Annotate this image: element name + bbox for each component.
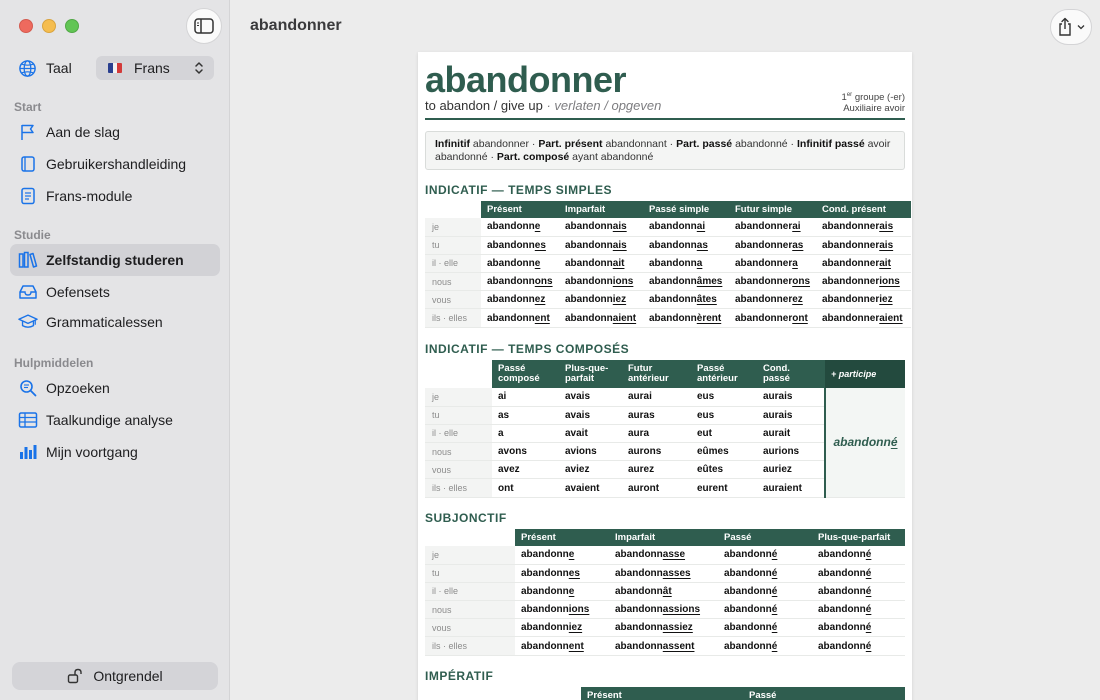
unlock-icon (67, 668, 83, 684)
auxiliary-cell: eut (691, 424, 757, 442)
conjugation-cell: abandonné (718, 619, 812, 637)
column-header: Imparfait (559, 201, 643, 218)
ending: es (568, 567, 580, 579)
sidebar-item-grammaticalessen[interactable] (10, 306, 220, 338)
column-header: Cond. présent (816, 201, 911, 218)
conjugation-cell: abandonnons (481, 273, 559, 291)
auxiliary-cell: avait (559, 424, 622, 442)
graduation-cap-icon (18, 312, 38, 332)
table-row (425, 601, 905, 619)
verb-group: 1er groupe (-er) (841, 92, 905, 104)
ending: a (696, 257, 703, 269)
share-button[interactable] (1050, 9, 1092, 45)
auxiliary-cell: aurions (757, 443, 825, 461)
conjugation-cell: abandonnions (515, 601, 609, 619)
ending: é (771, 640, 778, 652)
table-indicatif-simples (425, 201, 911, 328)
sidebar-item-mijn-voortgang[interactable] (10, 436, 220, 468)
pronoun-cell: ils · elles (425, 479, 492, 497)
verb-form-label: Infinitif (435, 138, 470, 150)
auxiliary-cell: aurons (622, 443, 691, 461)
auxiliary-cell: avais (559, 406, 622, 424)
column-header: Passé simple (643, 201, 729, 218)
conjugation-cell: abandonné (812, 637, 905, 655)
table-row (425, 564, 905, 582)
verb-form: Part. composé ayant abandonné (496, 151, 654, 163)
header-blank (425, 687, 581, 700)
sidebar-item-zelfstandig-studeren[interactable] (10, 244, 220, 276)
sidebar-item-aan-de-slag[interactable] (10, 116, 220, 148)
ending: é (865, 622, 872, 634)
conjugation-cell: abandonnèrent (643, 309, 729, 327)
column-header: Futur simple (729, 201, 816, 218)
sidebar-item-oefensets[interactable] (10, 276, 220, 308)
ending: ais (612, 239, 627, 251)
conjugation-cell: abandonné (718, 637, 812, 655)
pronoun-cell: il · elle (425, 582, 515, 600)
conjugation-cell: abandonne (515, 582, 609, 600)
conjugation-cell: abandonnassent (609, 637, 718, 655)
auxiliary-cell: a (492, 424, 559, 442)
book-icon (18, 154, 38, 174)
sidebar-item-gebruikershandleiding[interactable] (10, 148, 220, 180)
auxiliary-cell: avais (559, 388, 622, 406)
verb-meta (842, 90, 905, 114)
ending: ons (534, 276, 553, 288)
pronoun-cell: nous (425, 601, 515, 619)
unlock-label: Ontgrendel (93, 668, 163, 684)
conjugation-cell: abandonnais (559, 218, 643, 236)
ending: as (696, 239, 708, 251)
ending: aient (612, 312, 637, 324)
conjugation-cell: abandonniez (515, 619, 609, 637)
auxiliary-cell: eus (691, 406, 757, 424)
sidebar-item-frans-module[interactable] (10, 180, 220, 212)
pronoun-cell: je (425, 388, 492, 406)
table-row (425, 218, 911, 236)
section-subjonctif: SUBJONCTIF (425, 511, 507, 525)
ending: é (865, 549, 872, 561)
pronoun-cell: tu (425, 406, 492, 424)
sidebar-item-label: Frans-module (46, 188, 133, 204)
auxiliary-cell: eus (691, 388, 757, 406)
ending: ais (879, 239, 894, 251)
conjugation-cell: abandonnaient (559, 309, 643, 327)
ending: ions (568, 604, 590, 616)
conjugation-cell: abandonnes (515, 564, 609, 582)
conjugation-document (418, 52, 912, 700)
auxiliary-cell: aurez (622, 461, 691, 479)
bar-chart-icon (18, 442, 38, 462)
auxiliary-cell: eurent (691, 479, 757, 497)
ending: assions (662, 604, 701, 616)
table-imperatif (425, 687, 905, 700)
conjugation-cell: abandonnent (481, 309, 559, 327)
pronoun-cell: je (425, 546, 515, 564)
ending: es (534, 239, 546, 251)
conjugation-cell: abandonneront (729, 309, 816, 327)
table-row (425, 546, 905, 564)
sidebar-item-taalkundige-analyse[interactable] (10, 404, 220, 436)
participle-cell: abandonné (825, 388, 905, 497)
ending: aient (879, 312, 903, 324)
language-select-value: Frans (134, 60, 170, 76)
verb-form: Infinitif passé avoir abandonné (435, 138, 891, 163)
pronoun-cell: nous (425, 273, 481, 291)
conjugation-cell: abandonnerions (816, 273, 911, 291)
conjugation-cell: abandonné (718, 564, 812, 582)
conjugation-cell: abandonnerez (729, 291, 816, 309)
verb-form: Infinitif abandonner (435, 138, 529, 150)
section-title-studie: Studie (14, 228, 51, 242)
participle-header: + participe (825, 360, 905, 388)
conjugation-cell: abandonna (643, 254, 729, 272)
conjugation-cell: abandonnes (481, 236, 559, 254)
conjugation-cell: abandonnasses (609, 564, 718, 582)
sidebar (0, 0, 230, 700)
ending: iez (612, 294, 627, 306)
sidebar-item-label: Taalkundige analyse (46, 412, 173, 428)
ending: ont (792, 312, 808, 324)
ending: a (792, 257, 798, 269)
auxiliary-cell: aurai (622, 388, 691, 406)
conjugation-cell: abandonné (812, 619, 905, 637)
ending: e (534, 257, 541, 269)
verb-auxiliary: Auxiliaire avoir (843, 103, 905, 115)
auxiliary-cell: auront (622, 479, 691, 497)
auxiliary-cell: avaient (559, 479, 622, 497)
conjugation-cell: abandonneraient (816, 309, 911, 327)
pronoun-cell: tu (425, 236, 481, 254)
ending: assiez (662, 622, 693, 634)
column-header: Passé (743, 687, 905, 700)
ending: é (771, 585, 778, 597)
auxiliary-cell: aurait (757, 424, 825, 442)
minimize-window-button[interactable] (42, 19, 56, 33)
conjugation-cell: abandonnent (515, 637, 609, 655)
language-select[interactable] (96, 56, 214, 80)
table-row (425, 273, 911, 291)
conjugation-cell: abandonnait (559, 254, 643, 272)
sidebar-item-opzoeken[interactable] (10, 372, 220, 404)
ending: âtes (696, 294, 717, 306)
conjugation-cell: abandonné (812, 601, 905, 619)
auxiliary-cell: avions (559, 443, 622, 461)
ending: ez (792, 294, 803, 306)
auxiliary-cell: avez (492, 461, 559, 479)
ending: èrent (696, 312, 722, 324)
conjugation-cell: abandonneras (729, 236, 816, 254)
globe-icon (18, 58, 38, 78)
ending: ai (792, 221, 801, 233)
tray-icon (18, 282, 38, 302)
column-header: Présent (581, 687, 743, 700)
document-icon (18, 186, 38, 206)
ending: é (771, 622, 778, 634)
ending: ent (568, 640, 584, 652)
table-row (425, 236, 911, 254)
column-header: Imparfait (609, 529, 718, 546)
column-header: Passé antérieur (691, 360, 757, 388)
table-row (425, 582, 905, 600)
chevron-down-icon (1077, 24, 1085, 30)
magnifier-icon (18, 378, 38, 398)
verb-title: abandonner (425, 59, 627, 100)
section-indicatif-simples: INDICATIF — TEMPS SIMPLES (425, 183, 612, 197)
conjugation-cell: abandonnerais (816, 218, 911, 236)
page-title: abandonner (250, 17, 342, 34)
pronoun-cell: je (425, 218, 481, 236)
conjugation-cell: abandonnerais (816, 236, 911, 254)
table-indicatif-composes (425, 360, 905, 498)
verb-form-label: Part. présent (538, 138, 603, 150)
auxiliary-cell: auraient (757, 479, 825, 497)
conjugation-cell: abandonnâtes (643, 291, 729, 309)
auxiliary-cell: auriez (757, 461, 825, 479)
pronoun-cell: il · elle (425, 424, 492, 442)
auxiliary-cell: aviez (559, 461, 622, 479)
sidebar-item-label: Gebruikershandleiding (46, 156, 187, 172)
sidebar-icon (194, 18, 214, 34)
conjugation-cell: abandonné (812, 582, 905, 600)
header-row (425, 687, 905, 700)
verb-form-label: Infinitif passé (796, 138, 865, 150)
ending: é (865, 585, 872, 597)
ending: âmes (696, 276, 723, 288)
table-row (425, 309, 911, 327)
auxiliary-cell: auras (622, 406, 691, 424)
auxiliary-cell: aura (622, 424, 691, 442)
ending: iez (879, 294, 893, 306)
section-title-hulpmiddelen: Hulpmiddelen (14, 356, 94, 370)
conjugation-cell: abandonnerait (816, 254, 911, 272)
pronoun-cell: vous (425, 619, 515, 637)
window-controls (19, 19, 79, 33)
ending: é (771, 604, 778, 616)
verb-form-label: Part. composé (496, 151, 570, 163)
header-blank (425, 360, 492, 388)
conjugation-cell: abandonneriez (816, 291, 911, 309)
ending: e (568, 585, 575, 597)
auxiliary-cell: aurais (757, 406, 825, 424)
verb-translation (425, 98, 661, 113)
header-blank (425, 529, 515, 546)
ending: e (568, 549, 575, 561)
books-icon (18, 250, 38, 270)
ending: é (771, 549, 778, 561)
conjugation-cell: abandonne (481, 218, 559, 236)
conjugation-cell: abandonnerai (729, 218, 816, 236)
conjugation-cell: abandonniez (559, 291, 643, 309)
ending: ions (612, 276, 634, 288)
verb-form-label: Part. passé (676, 138, 733, 150)
ending: é (890, 435, 898, 450)
ending: ait (612, 257, 625, 269)
ending: ait (879, 257, 891, 269)
column-header: Passé (718, 529, 812, 546)
ending: ent (534, 312, 550, 324)
ending: é (865, 604, 872, 616)
auxiliary-cell: aurais (757, 388, 825, 406)
language-label: Taal (46, 60, 72, 76)
ending: asse (662, 549, 686, 561)
pronoun-cell: ils · elles (425, 309, 481, 327)
ending: é (865, 640, 872, 652)
auxiliary-cell: ai (492, 388, 559, 406)
sidebar-item-label: Grammaticalessen (46, 314, 163, 330)
ending: ais (879, 221, 894, 233)
translation-en: to abandon / give up (425, 98, 543, 113)
pronoun-cell: tu (425, 564, 515, 582)
conjugation-cell: abandonne (515, 546, 609, 564)
pronoun-cell: ils · elles (425, 637, 515, 655)
conjugation-cell: abandonné (718, 601, 812, 619)
column-header: Présent (481, 201, 559, 218)
column-header: Plus-que-parfait (812, 529, 905, 546)
column-header: Cond. passé (757, 360, 825, 388)
conjugation-cell: abandonnera (729, 254, 816, 272)
french-flag-icon (108, 63, 122, 73)
flag-icon (18, 122, 38, 142)
conjugation-cell: abandonnai (643, 218, 729, 236)
pronoun-cell: il · elle (425, 254, 481, 272)
conjugation-cell: abandonné (718, 582, 812, 600)
sidebar-item-label: Opzoeken (46, 380, 110, 396)
ending: ions (879, 276, 900, 288)
conjugation-cell: abandonnas (643, 236, 729, 254)
auxiliary-cell: avons (492, 443, 559, 461)
verb-form: Part. présent abandonnant (538, 138, 667, 150)
conjugation-cell: abandonnât (609, 582, 718, 600)
auxiliary-cell: eûmes (691, 443, 757, 461)
table-row (425, 388, 905, 406)
zoom-window-button[interactable] (65, 19, 79, 33)
ending: ât (662, 585, 672, 597)
section-title-start: Start (14, 100, 42, 114)
title-rule (425, 118, 905, 120)
table-row (425, 254, 911, 272)
pronoun-cell: vous (425, 291, 481, 309)
pronoun-cell: vous (425, 461, 492, 479)
sidebar-item-label: Oefensets (46, 284, 110, 300)
sidebar-item-label: Mijn voortgang (46, 444, 138, 460)
conjugation-cell: abandonné (718, 546, 812, 564)
ending: é (865, 567, 872, 579)
close-window-button[interactable] (19, 19, 33, 33)
ending: ez (534, 294, 546, 306)
column-header: Passé composé (492, 360, 559, 388)
unlock-button[interactable] (12, 662, 218, 690)
ending: ons (792, 276, 811, 288)
header-row (425, 201, 911, 218)
conjugation-cell: abandonnais (559, 236, 643, 254)
auxiliary-cell: ont (492, 479, 559, 497)
ending: é (771, 567, 778, 579)
section-indicatif-composes: INDICATIF — TEMPS COMPOSÉS (425, 342, 630, 356)
header-row (425, 360, 905, 388)
ending: ai (696, 221, 706, 233)
translation-separator: · (542, 98, 555, 113)
ending: as (792, 239, 804, 251)
table-subjonctif (425, 529, 905, 656)
conjugation-cell: abandonnez (481, 291, 559, 309)
ending: iez (568, 622, 583, 634)
ending: ais (612, 221, 627, 233)
conjugation-cell: abandonnasse (609, 546, 718, 564)
pronoun-cell: nous (425, 443, 492, 461)
sidebar-toggle-button[interactable] (186, 8, 222, 44)
auxiliary-cell: eûtes (691, 461, 757, 479)
verb-form: Part. passé abandonné (676, 138, 788, 150)
ending: assent (662, 640, 695, 652)
table-row (425, 291, 911, 309)
table-row (425, 619, 905, 637)
table-row (425, 637, 905, 655)
chevron-up-down-icon (194, 61, 204, 75)
conjugation-cell: abandonnerons (729, 273, 816, 291)
conjugation-cell: abandonnassiez (609, 619, 718, 637)
conjugation-cell: abandonne (481, 254, 559, 272)
conjugation-cell: abandonnassions (609, 601, 718, 619)
ending: e (534, 221, 541, 233)
table-icon (18, 410, 38, 430)
translation-nl: verlaten / opgeven (554, 98, 662, 113)
sidebar-item-label: Zelfstandig studeren (46, 252, 184, 268)
auxiliary-cell: as (492, 406, 559, 424)
language-row (18, 56, 214, 80)
verb-forms-box: Infinitif abandonner · Part. présent abandonnant · Part. passé abandonné · Infinitif passé avoir abandonné · Part. composé ayant abandonné (425, 131, 905, 170)
conjugation-cell: abandonnâmes (643, 273, 729, 291)
section-imperatif: IMPÉRATIF (425, 669, 494, 683)
share-icon (1057, 17, 1073, 37)
conjugation-cell: abandonnions (559, 273, 643, 291)
column-header: Futur antérieur (622, 360, 691, 388)
sidebar-item-label: Aan de slag (46, 124, 120, 140)
header-row (425, 529, 905, 546)
column-header: Plus-que-parfait (559, 360, 622, 388)
ending: asses (662, 567, 691, 579)
header-blank (425, 201, 481, 218)
conjugation-cell: abandonné (812, 546, 905, 564)
conjugation-cell: abandonné (812, 564, 905, 582)
column-header: Présent (515, 529, 609, 546)
